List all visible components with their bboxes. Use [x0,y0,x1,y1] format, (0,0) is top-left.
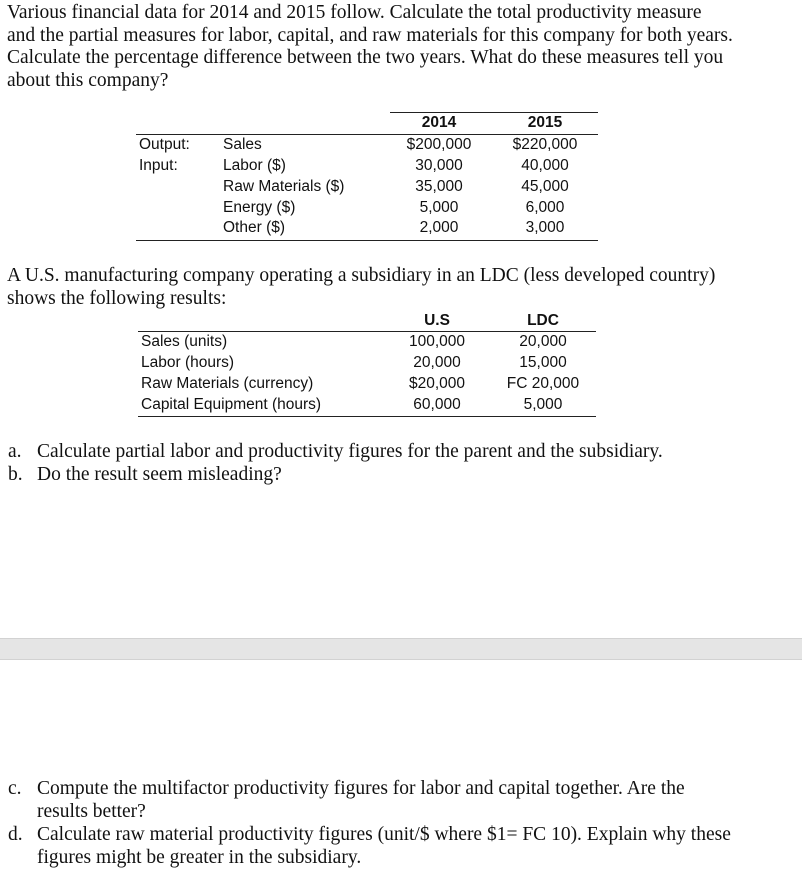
question-line: Compute the multifactor productivity figures for labor and capital together. Are the [37,778,685,799]
question-a [8,441,798,464]
table2-bottom-rule [138,416,596,417]
row-item-labor: Labor ($) [223,157,286,174]
question-b [8,464,798,487]
intro-line: Various financial data for 2014 and 2015 follow. Calculate the total productivity measure [7,2,702,23]
subsidiary-results-table [0,0,802,430]
scenario-line: A U.S. manufacturing company operating a subsidiary in an LDC (less developed country) [7,265,716,286]
row-item-raw-materials-currency: Raw Materials (currency) [141,375,314,392]
year-header-2015: 2015 [527,114,563,131]
row-item-labor-hours: Labor (hours) [141,354,235,371]
row-item-sales: Sales [223,136,262,153]
capital-equipment-us: 60,000 [413,396,461,413]
energy-2015: 6,000 [525,199,565,216]
question-text: Do the result seem misleading? [37,464,282,485]
sales-units-us: 100,000 [408,333,466,350]
question-d [8,824,798,870]
row-item-capital-equipment: Capital Equipment (hours) [141,396,322,413]
capital-equipment-ldc: 5,000 [523,396,563,413]
intro-line: and the partial measures for labor, capital, and raw materials for this company for both years. [7,24,733,46]
sales-units-ldc: 20,000 [519,333,567,350]
year-header-2014: 2014 [421,114,457,131]
row-item-energy: Energy ($) [223,199,296,216]
sales-2015: $220,000 [512,136,578,153]
intro-line: Calculate the percentage difference between the two years. What do these measures tell you [7,47,724,68]
raw-materials-us: $20,000 [408,375,466,392]
col-header-us: U.S [424,312,450,329]
output-label: Output: [139,136,190,153]
question-c [8,778,798,824]
question-line: figures might be greater in the subsidiary. [37,846,362,868]
row-item-raw-materials: Raw Materials ($) [223,178,345,195]
scenario-line: shows the following results: [7,287,227,309]
col-header-ldc: LDC [527,312,559,329]
raw-materials-2014: 35,000 [415,178,463,195]
page-separator [0,638,802,660]
other-2015: 3,000 [525,219,565,236]
sales-2014: $200,000 [406,136,472,153]
labor-hours-ldc: 15,000 [519,354,567,371]
question-line: results better? [37,800,146,822]
labor-2015: 40,000 [521,157,569,174]
input-label: Input: [139,157,178,174]
energy-2014: 5,000 [419,199,459,216]
row-item-sales-units: Sales (units) [141,333,228,350]
intro-line: about this company? [7,69,169,91]
question-text [37,824,792,869]
labor-2014: 30,000 [415,157,463,174]
question-label: d. [8,824,23,845]
labor-hours-us: 20,000 [413,354,461,371]
question-label: b. [8,464,23,485]
raw-materials-ldc: FC 20,000 [506,375,580,392]
question-text [37,778,792,823]
question-label: a. [8,441,22,462]
other-2014: 2,000 [419,219,459,236]
question-line: Calculate raw material productivity figures (unit/$ where $1= FC 10). Explain why these [37,824,731,845]
question-text: Calculate partial labor and productivity figures for the parent and the subsidiary. [37,441,663,462]
raw-materials-2015: 45,000 [521,178,569,195]
row-item-other: Other ($) [223,219,286,236]
question-label: c. [8,778,22,799]
